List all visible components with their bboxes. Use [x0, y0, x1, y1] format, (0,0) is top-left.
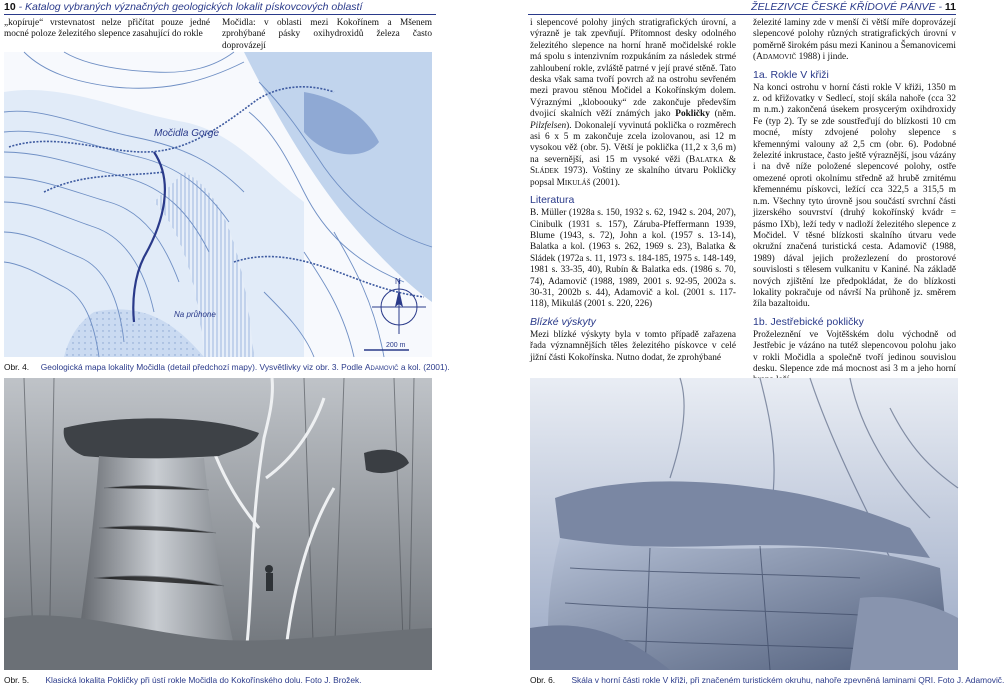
col4-p1-b: 1988) i jinde.: [798, 52, 849, 63]
map-scale-label: 200 m: [386, 342, 406, 349]
left-header-rule: [4, 14, 436, 15]
col3-p1-a: i slepencové polohy jiných stratigrafických úrovní, a výrazně je tak zpevňují. Přítomnost desky odolného železitého slepence na horní hraně močidelské rokle má spolu s intenzivním rozpukáním za následek strmé zahloubení rokle, zvláště patrné v její pravé stěně. Tato deska však sama tvoří povrch až na ostrohu sevřeném mezi pravou stěnou Močidel a Kokořínským dolem. Výraznými „kloboouky“ zde zakončuje především dvojicí skalních věží známých jako: [530, 18, 736, 120]
col3-p1-d: 1973). Voštiny ze skalního útvaru Pokličky popsal: [530, 166, 736, 188]
right-header-rule: [528, 14, 956, 15]
left-running-header: [4, 1, 362, 13]
figure-4-caption-after: a kol. (2001).: [400, 362, 450, 372]
photo-poklicky: [4, 378, 432, 670]
figure-4-caption-author: Adamovič: [364, 362, 399, 372]
left-page-number: 10: [4, 1, 16, 13]
section-1b-heading: 1b. Jestřebické pokličky: [753, 315, 864, 328]
col3-paragraph-1: [530, 18, 736, 189]
left-header-title: Katalog vybraných význačných geologických lokalit pískovcových oblastí: [25, 1, 363, 13]
col3-p1-bold: Pokličky: [675, 109, 710, 120]
right-page-number: 11: [944, 1, 956, 13]
header-separator-right: -: [938, 1, 942, 13]
figure-5-label: Obr. 5.: [4, 675, 30, 685]
col4-p1-author: Adamovič: [756, 52, 797, 63]
figure-6-caption-text: Skála v horní části rokle V křiži, při značeném turistickém okruhu, nahoře zpevněná laminami QRI. Foto J. Adamovič.: [571, 675, 1004, 685]
section-1a-text: Na konci ostrohu v horní části rokle V křiži, 1350 m z. od křižovatky v Sedlecí, stojí skála nahoře (cca 32 m n.m.) zakončená úsekem prosycerým oxihdroxidy Fe (typ 2). Ty se zde soustřeďují do blízkosti 10 cm mocné, místy zdvojené polohy slepence s křemennými valouny až 2,5 cm (obr. 6). Podobné železité inkrustace, často ještě výraznější, jsou vázány i na dvě níže položené slepencové polohy, ostře omezené oproti okolnímu středně až hrubě zrnitému křemennému pískovci, ležící cca 322,5 a 315,5 m n.m. Všechny tyto úrovně jsou součástí svrchní části jizerského souvrství (druhý kokořínský kvádr = pásmo IXb), leží tedy v nadloží železitého slepence z Močidel. V těsné blízkosti skalního útvaru vede okružní značená turistická cesta. Adamovič (1988, 1989) dával jejich prožezlezení do prostorové souvislosti s tělesem vulkanitu v Kaniné. Na základě nových zjištění lze předpokládat, že do blízkosti lokality pokračuje od návrší Na průhoně jz. směrem žíla bazaltoidu.: [753, 82, 956, 310]
left-text-b: Močidla: v oblasti mezi Kokořínem a Mšenem zprohýbané pásky oxihydroxidů železa často doprovázejí: [222, 18, 432, 51]
left-text-column-a: [4, 18, 210, 41]
figure-5-caption: [4, 675, 362, 685]
col3-p1-e: (2001).: [592, 177, 620, 188]
figure-6-label: Obr. 6.: [530, 675, 556, 685]
col3-p1-c: ). Dokonalejí vyvinutá poklička o rozměrech asi 6 x 5 m zakončuje zcela izolovanou, asi 12 m vysokou věž (obr. 5). Větší je poklička (11,2 x 3,6 m) na severnější, asi 15 m vysoké věži (: [530, 120, 736, 165]
figure-4-caption-before: Geologická mapa lokality Močidla (detail předchozí mapy). Vysvětlivky viz obr. 3. Podle: [40, 362, 363, 372]
map-label-na-pruhone: Na průhone: [174, 310, 216, 319]
figure-4-caption: [4, 362, 450, 372]
right-text-column-2: [753, 18, 956, 387]
col4-paragraph-1: [753, 18, 956, 64]
header-separator: -: [18, 1, 23, 13]
col3-p1-author-1: Balatka & Sládek: [530, 154, 736, 177]
right-text-column-1: [530, 18, 736, 364]
nearby-occurrences-heading: Blízké výskyty: [530, 315, 596, 328]
right-header-title: ŽELEZIVCE ČESKÉ KŘÍDOVÉ PÁNVE: [751, 1, 936, 13]
right-running-header: [751, 1, 956, 13]
figure-6-caption: [530, 675, 1004, 685]
left-text-a: „kopíruje“ vrstevnatost nelze přičítat pouze jedné mocné poloze železitého slepence zasahující do rokle: [4, 18, 210, 40]
col3-p1-b: (něm.: [714, 109, 736, 120]
literature-heading: Literatura: [530, 194, 575, 207]
col3-p1-author-2: Mikuláš: [556, 177, 591, 188]
section-1b-text: Proželeznění ve Vojtěšském dolu východně od Jestřebic je vázáno na tutéž slepencovou polohu jako v rokli Močidla a společně tvoří jedinou souvislou desku. Slepence zde má mocnost asi 3 m a jeho horní: [753, 329, 956, 374]
geological-map: [4, 52, 432, 357]
col4-p1-a: železité laminy zde v menší či větší míře doprovázejí slepencové polohy různých stratigrafických úrovní v poměrně širokém pásu mezi Kaninou a Šemanovicemi (: [753, 18, 956, 63]
nearby-occurrences-text: Mezi blízké výskyty byla v tomto případě zařazena řada významnějších těles železitého pískovce v celé jižní části Kokořínska. Nutno dodat, že zprohýbané: [530, 329, 736, 363]
map-north-label: N: [395, 277, 401, 286]
left-text-column-b: [222, 18, 432, 52]
figure-4-label: Obr. 4.: [4, 362, 30, 372]
literature-text: B. Müller (1928a s. 150, 1932 s. 62, 1942 s. 204, 207), Cinibulk (1931 s. 157), Záruba-Pfeffermann 1939, Blume (1943, s. 72), John a kol. (1957 s. 13-14), Balatka a kol. (1963 s. 262, 1969 s. 23), Balatka & Sládek (1972a s. 11, 1973 s. 184-185, 1975 s. 148-149, 1981 s. 33-35, 40), Rubín & Balatka eds. (1986 s. 70, 74), Adamovič (1988, 1989, 2001 s. 92-95, 2002a s. 30-31, 2002b s. 44), Adamovič a kol. (2001 s. 117-118), Mikuláš (2001 s. 220, 226): [530, 208, 736, 310]
map-label-gorge: Močidla Gorge: [154, 128, 220, 139]
figure-5-caption-text: Klasická lokalita Pokličky při ústí rokle Močidla do Kokořínského dolu. Foto J. Brožek.: [45, 675, 362, 685]
section-1a-heading: 1a. Rokle V křiži: [753, 68, 829, 81]
photo-rokle-v-krizi: [530, 378, 958, 670]
col3-p1-italic: Pilzfelsen: [530, 120, 567, 131]
